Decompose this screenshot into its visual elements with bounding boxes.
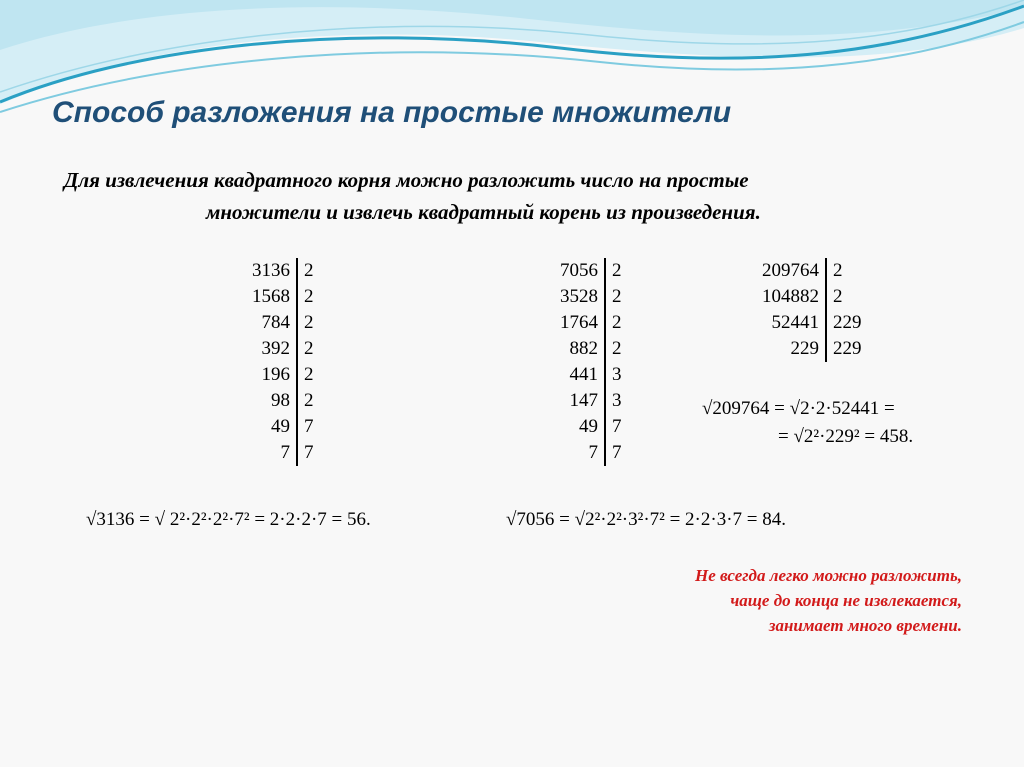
prime-factor: 2 xyxy=(304,260,314,281)
dividend: 209764 xyxy=(762,258,826,284)
prime-factor: 7 xyxy=(304,442,314,463)
dividend: 7056 xyxy=(560,258,605,284)
dividend: 7 xyxy=(560,440,605,466)
factor-row xyxy=(252,414,314,440)
factor-row xyxy=(762,310,862,336)
result-209764-line-1: √209764 = √2·2·52441 = xyxy=(702,398,895,419)
prime-factor: 7 xyxy=(304,416,314,437)
prime-factor: 2 xyxy=(304,312,314,333)
factor-row xyxy=(252,310,314,336)
intro-text-line-2: множители и извлечь квадратный корень из произведения. xyxy=(206,200,761,224)
prime-factor: 3 xyxy=(612,364,622,385)
dividend: 52441 xyxy=(762,310,826,336)
factor-row xyxy=(252,388,314,414)
dividend: 49 xyxy=(252,414,297,440)
factor-row xyxy=(560,336,622,362)
dividend: 7 xyxy=(252,440,297,466)
dividend: 104882 xyxy=(762,284,826,310)
prime-factor: 2 xyxy=(612,312,622,333)
prime-factor: 7 xyxy=(612,442,622,463)
prime-factor: 2 xyxy=(304,286,314,307)
intro-text-line-1: Для извлечения квадратного корня можно разложить число на простые xyxy=(64,168,749,192)
dividend: 1764 xyxy=(560,310,605,336)
prime-factor: 2 xyxy=(304,390,314,411)
dividend: 882 xyxy=(560,336,605,362)
factor-row xyxy=(252,336,314,362)
factor-row xyxy=(560,310,622,336)
prime-factor: 2 xyxy=(833,260,843,281)
factor-row xyxy=(762,258,862,284)
dividend: 196 xyxy=(252,362,297,388)
dividend: 49 xyxy=(560,414,605,440)
dividend: 98 xyxy=(252,388,297,414)
factor-row xyxy=(762,284,862,310)
result-209764-line-2: = √2²·229² = 458. xyxy=(778,426,914,447)
dividend: 392 xyxy=(252,336,297,362)
prime-factor: 2 xyxy=(612,260,622,281)
factorization-209764 xyxy=(762,258,862,362)
factor-row xyxy=(560,388,622,414)
dividend: 229 xyxy=(762,336,826,362)
prime-factor: 3 xyxy=(612,390,622,411)
prime-factor: 7 xyxy=(612,416,622,437)
prime-factor: 229 xyxy=(833,338,862,359)
factor-row xyxy=(762,336,862,362)
prime-factor: 229 xyxy=(833,312,862,333)
dividend: 1568 xyxy=(252,284,297,310)
dividend: 147 xyxy=(560,388,605,414)
factor-row xyxy=(252,258,314,284)
result-3136: √3136 = √ 2²·2²·2²·7² = 2·2·2·7 = 56. xyxy=(86,509,371,530)
factor-row xyxy=(560,362,622,388)
factor-row xyxy=(252,440,314,466)
note-line-2: чаще до конца не извлекается, xyxy=(730,591,962,610)
factor-row xyxy=(560,440,622,466)
note-line-3: занимает много времени. xyxy=(768,616,962,635)
prime-factor: 2 xyxy=(833,286,843,307)
factor-row xyxy=(560,258,622,284)
factor-row xyxy=(560,414,622,440)
factorization-7056 xyxy=(560,258,622,466)
warning-note xyxy=(695,563,962,638)
prime-factor: 2 xyxy=(304,338,314,359)
dividend: 3528 xyxy=(560,284,605,310)
factor-row xyxy=(252,362,314,388)
factor-row xyxy=(252,284,314,310)
dividend: 3136 xyxy=(252,258,297,284)
slide-title: Способ разложения на простые множители xyxy=(52,96,732,129)
factorization-3136 xyxy=(252,258,314,466)
prime-factor: 2 xyxy=(304,364,314,385)
dividend: 441 xyxy=(560,362,605,388)
factor-row xyxy=(560,284,622,310)
dividend: 784 xyxy=(252,310,297,336)
prime-factor: 2 xyxy=(612,286,622,307)
result-7056: √7056 = √2²·2²·3²·7² = 2·2·3·7 = 84. xyxy=(506,509,786,530)
prime-factor: 2 xyxy=(612,338,622,359)
note-line-1: Не всегда легко можно разложить, xyxy=(695,566,962,585)
